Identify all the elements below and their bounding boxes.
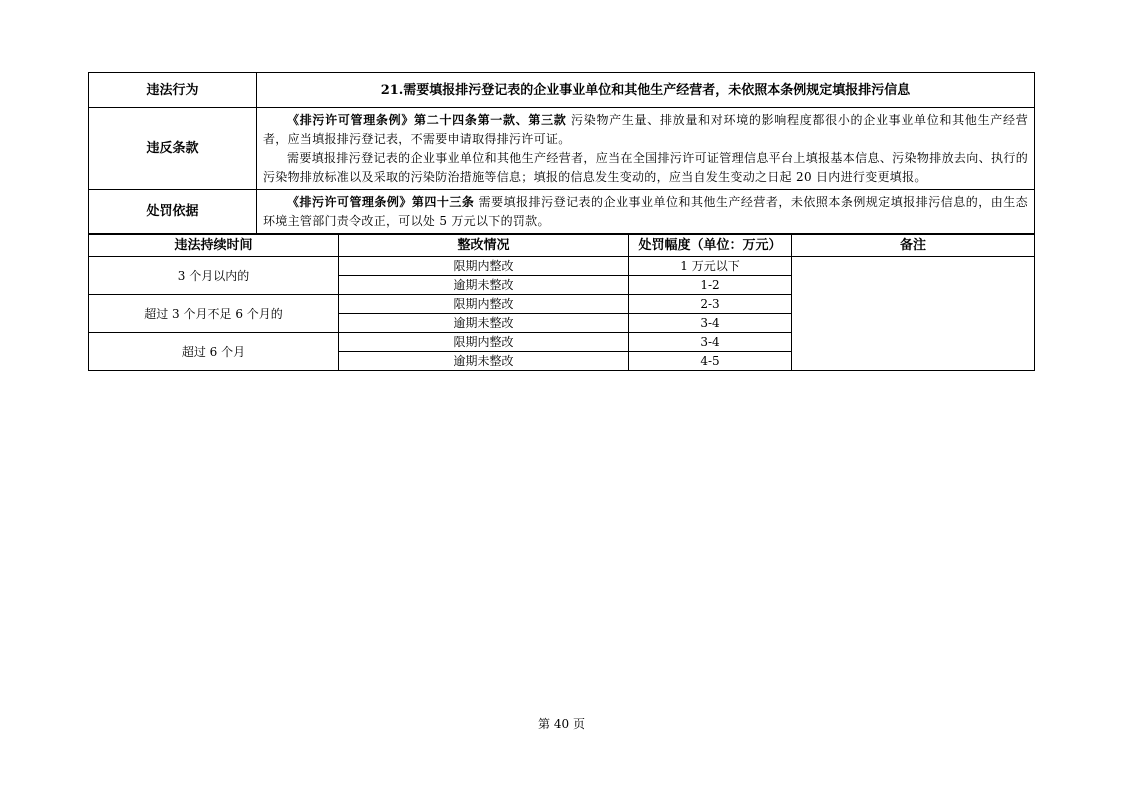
range-cell: 3-4 bbox=[629, 333, 792, 352]
rectification-cell: 限期内整改 bbox=[339, 295, 629, 314]
clause-reference: 《排污许可管理条例》第二十四条第一款、第三款 bbox=[287, 113, 567, 127]
violation-label: 违法行为 bbox=[89, 73, 257, 108]
header-rectification: 整改情况 bbox=[339, 235, 629, 257]
basis-text: 需要填报排污登记表的企业事业单位和其他生产经营者，未依照本条例规定填报排污信息的，由生态环境主管部门责令改正，可以处 5 万元以下的罚款。 bbox=[263, 195, 1028, 228]
violation-title: 21.需要填报排污登记表的企业事业单位和其他生产经营者，未依照本条例规定填报排污信息 bbox=[257, 73, 1035, 108]
basis-content bbox=[257, 190, 1035, 234]
rectification-cell: 逾期未整改 bbox=[339, 352, 629, 371]
header-duration: 违法持续时间 bbox=[89, 235, 339, 257]
basis-reference: 《排污许可管理条例》第四十三条 bbox=[287, 195, 475, 209]
clause-row bbox=[89, 108, 1035, 190]
range-cell: 1 万元以下 bbox=[629, 257, 792, 276]
rectification-cell: 限期内整改 bbox=[339, 333, 629, 352]
clause-content bbox=[257, 108, 1035, 190]
range-cell: 2-3 bbox=[629, 295, 792, 314]
document-page bbox=[88, 72, 1035, 371]
penalty-table-header bbox=[89, 235, 1035, 257]
clause-text-1: 污染物产生量、排放量和对环境的影响程度都很小的企业事业单位和其他生产经营者，应当填报排污登记表，不需要申请取得排污许可证。 bbox=[263, 113, 1028, 146]
duration-cell: 超过 6 个月 bbox=[89, 333, 339, 371]
remark-cell bbox=[792, 257, 1035, 371]
basis-paragraph bbox=[263, 193, 1028, 231]
rectification-cell: 限期内整改 bbox=[339, 257, 629, 276]
range-cell: 4-5 bbox=[629, 352, 792, 371]
range-cell: 3-4 bbox=[629, 314, 792, 333]
header-penalty-range: 处罚幅度（单位：万元） bbox=[629, 235, 792, 257]
range-cell: 1-2 bbox=[629, 276, 792, 295]
page-number: 第 40 页 bbox=[538, 717, 585, 731]
table-row bbox=[89, 257, 1035, 276]
basis-label: 处罚依据 bbox=[89, 190, 257, 234]
clause-label: 违反条款 bbox=[89, 108, 257, 190]
rectification-cell: 逾期未整改 bbox=[339, 314, 629, 333]
clause-paragraph-2: 需要填报排污登记表的企业事业单位和其他生产经营者，应当在全国排污许可证管理信息平台上填报基本信息、污染物排放去向、执行的污染物排放标准以及采取的污染防治措施等信息；填报的信息发生变动的，应当自发生变动之日起 20 日内进行变更填报。 bbox=[263, 151, 1028, 184]
clause-paragraph-1 bbox=[263, 111, 1028, 149]
violation-info-table bbox=[88, 72, 1035, 234]
basis-row bbox=[89, 190, 1035, 234]
violation-row bbox=[89, 73, 1035, 108]
rectification-cell: 逾期未整改 bbox=[339, 276, 629, 295]
header-remark: 备注 bbox=[792, 235, 1035, 257]
duration-cell: 超过 3 个月不足 6 个月的 bbox=[89, 295, 339, 333]
duration-cell: 3 个月以内的 bbox=[89, 257, 339, 295]
penalty-range-table bbox=[88, 234, 1035, 371]
